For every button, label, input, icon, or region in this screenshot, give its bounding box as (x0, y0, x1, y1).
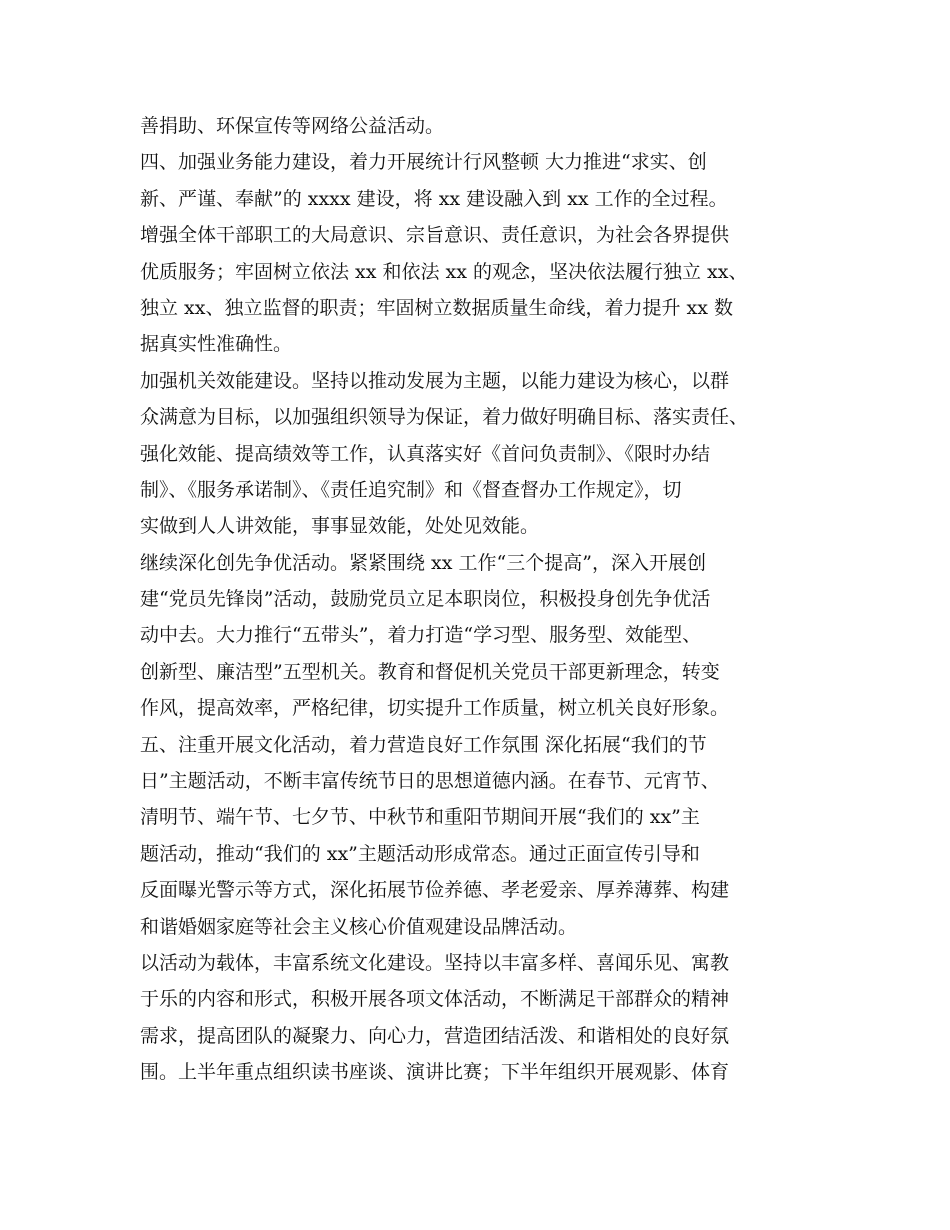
text-line: 独立 xx、独立监督的职责；牢固树立数据质量生命线，着力提升 xx 数 (140, 296, 733, 319)
text-line: 反面曝光警示等方式，深化拓展节俭养德、孝老爱亲、厚养薄葬、构建 (140, 879, 730, 902)
text-line: 实做到人人讲效能，事事显效能，处处见效能。 (140, 515, 540, 538)
text-line: 动中去。大力推行“五带头”，着力打造“学习型、服务型、效能型、 (140, 624, 702, 647)
text-line: 众满意为目标，以加强组织领导为保证，着力做好明确目标、落实责任、 (140, 406, 749, 429)
text-line: 围。上半年重点组织读书座谈、演讲比赛；下半年组织开展观影、体育 (140, 1061, 730, 1084)
text-line: 和谐婚姻家庭等社会主义核心价值观建设品牌活动。 (140, 915, 578, 938)
text-line: 四、加强业务能力建设，着力开展统计行风整顿 大力推进“求实、创 (140, 151, 707, 174)
document-body (140, 108, 820, 1091)
text-line: 作风，提高效率，严格纪律，切实提升工作质量，树立机关良好形象。 (140, 697, 730, 720)
text-line: 建“党员先锋岗”活动，鼓励党员立足本职岗位，积极投身创先争优活 (140, 588, 711, 611)
text-line: 需求，提高团队的凝聚力、向心力，营造团结活泼、和谐相处的良好氛 (140, 1024, 730, 1047)
text-line: 于乐的内容和形式，积极开展各项文体活动，不断满足干部群众的精神 (140, 988, 730, 1011)
text-line: 新、严谨、奉献”的 xxxx 建设，将 xx 建设融入到 xx 工作的全过程。 (140, 187, 728, 210)
text-line: 加强机关效能建设。坚持以推动发展为主题，以能力建设为核心，以群 (140, 369, 730, 392)
text-line: 五、注重开展文化活动，着力营造良好工作氛围 深化拓展“我们的节 (140, 733, 707, 756)
text-line: 据真实性准确性。 (140, 333, 293, 356)
text-line: 清明节、端午节、七夕节、中秋节和重阳节期间开展“我们的 xx”主 (140, 806, 700, 829)
text-line: 优质服务；牢固树立依法 xx 和依法 xx 的观念，坚决依法履行独立 xx、 (140, 260, 748, 283)
text-line: 制》、《服务承诺制》、《责任追究制》和《督查督办工作规定》，切 (140, 478, 682, 501)
text-line: 题活动，推动“我们的 xx”主题活动形成常态。通过正面宣传引导和 (140, 842, 700, 865)
text-line: 创新型、廉洁型”五型机关。教育和督促机关党员干部更新理念，转变 (140, 660, 720, 683)
text-line: 日”主题活动，不断丰富传统节日的思想道德内涵。在春节、元宵节、 (140, 770, 720, 793)
text-line: 增强全体干部职工的大局意识、宗旨意识、责任意识，为社会各界提供 (140, 224, 730, 247)
text-line: 善捐助、环保宣传等网络公益活动。 (140, 115, 445, 137)
text-line: 以活动为载体，丰富系统文化建设。坚持以丰富多样、喜闻乐见、寓教 (140, 951, 730, 974)
text-line: 继续深化创先争优活动。紧紧围绕 xx 工作“三个提高”，深入开展创 (140, 551, 706, 574)
text-line: 强化效能、提高绩效等工作，认真落实好《首问负责制》、《限时办结 (140, 442, 711, 465)
